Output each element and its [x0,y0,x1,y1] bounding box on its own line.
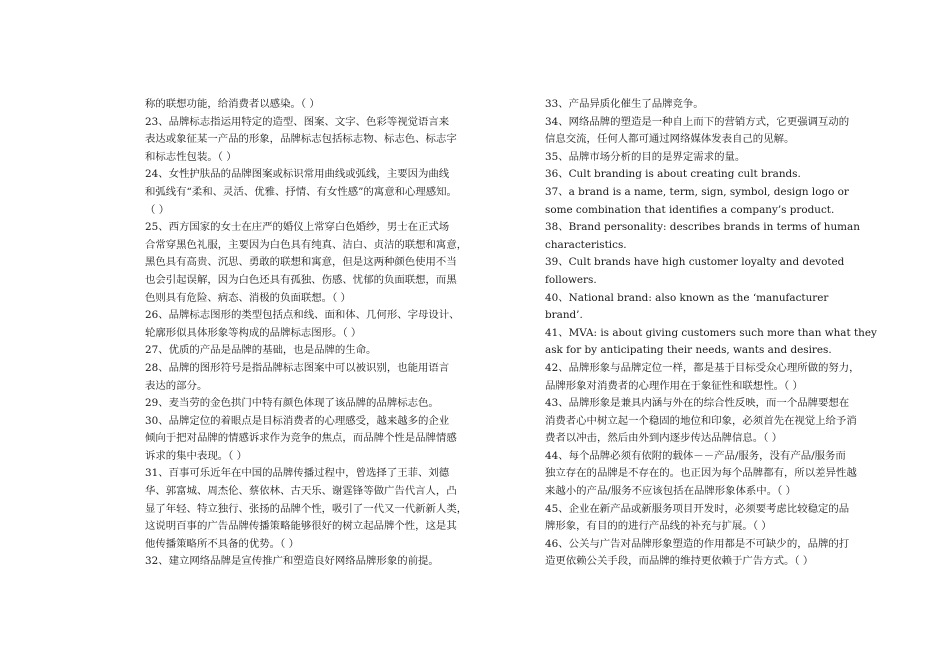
text-line: 30、品牌定位的着眼点是目标消费者的心理感受，越来越多的企业 [145,414,450,427]
text-line: 34、网络品牌的塑造是一种自上而下的营销方式，它更强调互动的 [545,115,850,128]
text-line: 称的联想功能，给消费者以感染。（ ） [145,98,320,110]
right-column [545,96,891,571]
text-line: ask for by anticipating their needs, wants and desires. [545,344,832,357]
text-line: 39、Cult brands have high customer loyalty and devoted [545,256,845,269]
text-line: 31、百事可乐近年在中国的品牌传播过程中，曾选择了王菲、刘德 [145,467,450,480]
text-line: 36、Cult branding is about creating cult brands. [545,168,801,181]
text-line: 45、企业在新产品或新服务项目开发时，必须要考虑比较稳定的品 [545,502,850,515]
text-line: 显了年轻、特立独行、张扬的品牌个性，吸引了一代又一代新新人类， [145,502,468,515]
text-line: 独立存在的品牌是不存在的。也正因为每个品牌都有，所以差异性越 [545,467,857,480]
text-line: 25、西方国家的女士在庄严的婚仪上常穿白色婚纱，男士在正式场 [145,221,450,234]
text-line: 35、品牌市场分析的目的是界定需求的量。 [545,150,746,163]
text-line: 46、公关与广告对品牌形象塑造的作用都是不可缺少的，品牌的打 [545,537,850,550]
text-line: 华、郭富城、周杰伦、蔡依林、古天乐、谢霆锋等做广告代言人，凸 [145,485,457,498]
text-line: 43、品牌形象是兼具内涵与外在的综合性反映，而一个品牌要想在 [545,397,850,410]
text-line: followers. [545,273,597,286]
text-line: 也会引起误解，因为白色还具有孤独、伤感、忧郁的负面联想，而黑 [145,273,457,286]
text-line: 27、优质的产品是品牌的基础，也是品牌的生命。 [145,344,377,357]
text-line: 24、女性护肤品的品牌图案或标识常用曲线或弧线，主要因为曲线 [145,168,450,181]
text-line: （ ） [145,203,170,216]
text-line: 38、Brand personality: describes brands in terms of human [545,221,860,234]
text-line: 29、麦当劳的金色拱门中特有颜色体现了该品牌的品牌标志色。 [145,397,439,410]
text-line: 诉求的集中表现。（ ） [145,449,248,462]
text-line: 消费者心中树立起一个稳固的地位和印象，必须首先在视觉上给予消 [545,414,857,427]
text-line: 来越小的产品/服务不应该包括在品牌形象体系中。（ ） [545,485,796,498]
text-line: 和标志性包装。（ ） [145,150,237,163]
text-line: 费者以冲击，然后由外到内逐步传达品牌信息。（ ） [545,432,783,445]
text-line: 和弧线有“柔和、灵活、优雅、抒情、有女性感”的寓意和心理感知。 [145,185,457,198]
text-line: 色则具有危险、病态、消极的负面联想。（ ） [145,291,351,304]
text-line: 26、品牌标志图形的类型包括点和线、面和体、几何形、字母设计、 [145,309,460,322]
text-line: 37、a brand is a name, term, sign, symbol, design logo or [545,185,849,198]
text-line: 品牌形象对消费者的心理作用在于象征性和联想性。（ ） [545,379,803,392]
text-line: 41、MVA: is about giving customers such more than what they [545,326,877,339]
text-line: 倾向于把对品牌的情感诉求作为竞争的焦点，而品牌个性是品牌情感 [145,432,457,445]
text-line: 牌形象，有目的的进行产品线的补充与扩展。（ ） [545,520,772,533]
text-line: 33、产品异质化催生了品牌竞争。 [545,98,704,110]
text-line: some combination that identifies a company’s product. [545,203,835,216]
text-line: 他传播策略所不具备的优势。（ ） [145,537,299,550]
text-line: 黑色具有高贵、沉思、勇敢的联想和寓意，但是这两种颜色使用不当 [145,256,457,269]
text-line: characteristics. [545,238,627,251]
text-line: 44、每个品牌必须有依附的载体－－产品/服务，没有产品/服务而 [545,449,846,462]
text-line: 信息交流，任何人都可通过网络媒体发表自己的见解。 [545,133,795,146]
text-line: 轮廓形似具体形象等构成的品牌标志图形。（ ） [145,326,362,339]
text-line: 合常穿黑色礼服，主要因为白色具有纯真、洁白、贞洁的联想和寓意， [145,238,468,251]
text-line: 造更依赖公关手段，而品牌的维持更依赖于广告方式。（ ） [545,555,814,568]
text-line: 表达或象征某一产品的形象，品牌标志包括标志物、标志色、标志字 [145,133,457,146]
text-line: 28、品牌的图形符号是指品牌标志图案中可以被识别，也能用语言 [145,361,450,374]
text-line: 40、National brand: also known as the ‘manufacturer [545,291,829,304]
text-line: 这说明百事的广告品牌传播策略能够很好的树立起品牌个性，这是其 [145,520,457,533]
left-column [145,96,497,571]
text-line: 表达的部分。 [145,379,208,392]
text-line: brand’. [545,309,583,322]
text-line: 32、建立网络品牌是宣传推广和塑造良好网络品牌形象的前提。 [145,555,439,568]
text-line: 42、品牌形象与品牌定位一样，都是基于目标受众心理所做的努力， [545,361,860,374]
text-line: 23、品牌标志指运用特定的造型、图案、文字、色彩等视觉语言来 [145,115,450,128]
